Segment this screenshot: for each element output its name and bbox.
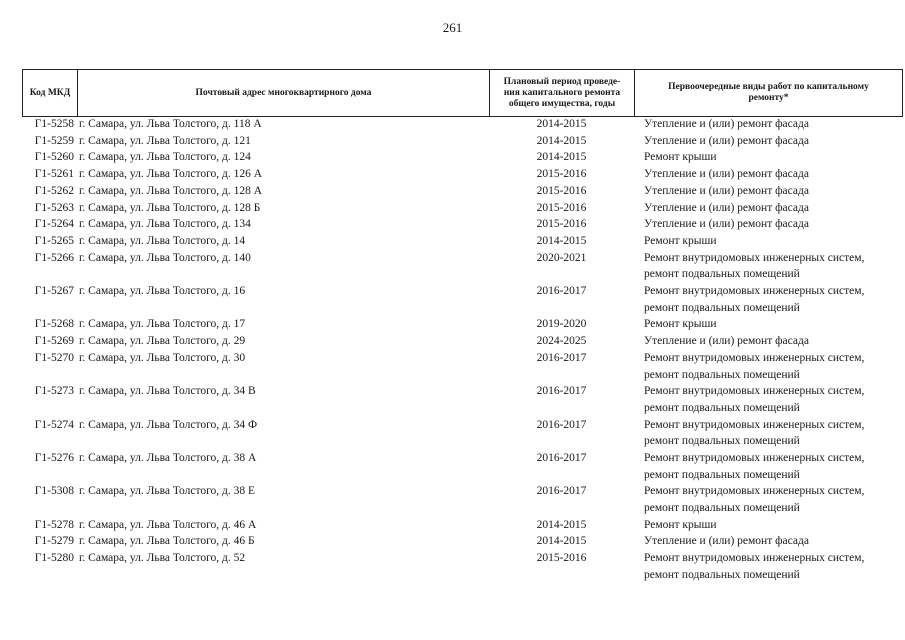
row-code: Г1-5263 — [34, 201, 74, 214]
row-works: Ремонт крыши — [644, 318, 717, 331]
row-address: г. Самара, ул. Льва Толстого, д. 124 — [79, 151, 251, 164]
row-period: 2014-2015 — [536, 234, 587, 247]
row-period: 2016-2017 — [536, 285, 587, 298]
row-address: г. Самара, ул. Льва Толстого, д. 121 — [79, 134, 251, 147]
row-works: Ремонт внутридомовых инженерных систем, ремонт подвальных помещений — [644, 451, 865, 481]
row-code: Г1-5308 — [34, 485, 74, 498]
table-row — [22, 483, 902, 516]
header-works: Первоочередные виды работ по капитальному ремонту* — [635, 70, 903, 117]
table-row — [22, 283, 902, 316]
row-code: Г1-5268 — [34, 318, 74, 331]
table-row — [22, 183, 902, 200]
row-period: 2014-2015 — [536, 134, 587, 147]
table-row — [22, 417, 902, 450]
row-works: Ремонт внутридомовых инженерных систем, ремонт подвальных помещений — [644, 285, 865, 314]
row-address: г. Самара, ул. Льва Толстого, д. 16 — [79, 285, 246, 298]
row-code: Г1-5258 — [34, 118, 74, 130]
header-period: Плановый период проведе- ния капитального ремонта общего имущества, годы — [490, 70, 635, 117]
table-row — [22, 350, 902, 383]
row-works: Утепление и (или) ремонт фасада — [644, 335, 809, 348]
row-address: г. Самара, ул. Льва Толстого, д. 29 — [79, 335, 246, 348]
row-period: 2016-2017 — [536, 485, 587, 498]
row-address: г. Самара, ул. Льва Толстого, д. 128 А — [79, 184, 263, 197]
table-header — [22, 69, 903, 117]
row-works: Ремонт внутридомовых инженерных систем, ремонт подвальных помещений — [644, 385, 865, 414]
row-period: 2014-2015 — [536, 535, 587, 548]
row-code: Г1-5265 — [34, 234, 74, 247]
row-code: Г1-5269 — [34, 335, 74, 348]
row-works: Ремонт внутридомовых инженерных систем, ремонт подвальных помещений — [644, 485, 865, 515]
table-row — [22, 517, 902, 534]
row-works: Ремонт крыши — [644, 151, 717, 164]
row-works: Утепление и (или) ремонт фасада — [644, 218, 809, 231]
row-code: Г1-5273 — [34, 385, 74, 398]
table-row — [22, 316, 902, 333]
table-row — [22, 133, 902, 150]
table-row — [22, 383, 902, 416]
row-code: Г1-5279 — [34, 535, 74, 548]
row-code: Г1-5276 — [34, 451, 74, 464]
table-row — [22, 533, 902, 550]
row-period: 2014-2015 — [536, 118, 587, 130]
row-address: г. Самара, ул. Льва Толстого, д. 34 В — [79, 385, 256, 398]
row-works: Утепление и (или) ремонт фасада — [644, 118, 809, 130]
row-period: 2016-2017 — [536, 351, 587, 364]
row-address: г. Самара, ул. Льва Толстого, д. 128 Б — [79, 201, 261, 214]
row-address: г. Самара, ул. Льва Толстого, д. 14 — [79, 234, 246, 247]
table-row — [22, 116, 902, 133]
header-address: Почтовый адрес многоквартирного дома — [78, 70, 490, 117]
row-works: Ремонт внутридомовых инженерных систем, ремонт подвальных помещений — [644, 552, 865, 581]
table-row — [22, 450, 902, 483]
row-address: г. Самара, ул. Льва Толстого, д. 46 А — [79, 518, 257, 531]
row-period: 2016-2017 — [536, 418, 587, 431]
row-period: 2015-2016 — [536, 218, 587, 231]
row-code: Г1-5260 — [34, 151, 74, 164]
row-works: Утепление и (или) ремонт фасада — [644, 535, 809, 548]
row-code: Г1-5274 — [34, 418, 74, 431]
row-code: Г1-5270 — [34, 351, 74, 364]
row-code: Г1-5261 — [34, 168, 74, 181]
table-row — [22, 333, 902, 350]
row-code: Г1-5262 — [34, 184, 74, 197]
row-code: Г1-5266 — [34, 251, 74, 264]
table-row — [22, 166, 902, 183]
row-address: г. Самара, ул. Льва Толстого, д. 118 А — [79, 118, 262, 130]
row-address: г. Самара, ул. Льва Толстого, д. 126 А — [79, 168, 263, 181]
row-code: Г1-5280 — [34, 552, 74, 565]
row-period: 2020-2021 — [536, 251, 587, 264]
row-period: 2014-2015 — [536, 518, 587, 531]
row-address: г. Самара, ул. Льва Толстого, д. 30 — [79, 351, 246, 364]
row-works: Ремонт крыши — [644, 518, 717, 531]
row-works: Ремонт внутридомовых инженерных систем, ремонт подвальных помещений — [644, 418, 865, 448]
table-row — [22, 149, 902, 166]
row-works: Ремонт внутридомовых инженерных систем, ремонт подвальных помещений — [644, 251, 865, 281]
row-address: г. Самара, ул. Льва Толстого, д. 17 — [79, 318, 246, 331]
table-row — [22, 550, 902, 583]
row-period: 2015-2016 — [536, 184, 587, 197]
row-works: Утепление и (или) ремонт фасада — [644, 168, 809, 181]
page-number: 261 — [442, 20, 463, 35]
row-period: 2014-2015 — [536, 151, 587, 164]
header-code: Код МКД — [23, 70, 78, 117]
row-works: Ремонт внутридомовых инженерных систем, ремонт подвальных помещений — [644, 351, 865, 381]
row-address: г. Самара, ул. Льва Толстого, д. 52 — [79, 552, 246, 565]
row-address: г. Самара, ул. Льва Толстого, д. 134 — [79, 218, 251, 231]
row-period: 2015-2016 — [536, 168, 587, 181]
table-row — [22, 216, 902, 233]
row-period: 2016-2017 — [536, 385, 587, 398]
row-code: Г1-5264 — [34, 218, 74, 231]
row-period: 2016-2017 — [536, 451, 587, 464]
row-works: Утепление и (или) ремонт фасада — [644, 134, 809, 147]
row-works: Утепление и (или) ремонт фасада — [644, 184, 809, 197]
row-address: г. Самара, ул. Льва Толстого, д. 38 Е — [79, 485, 256, 498]
row-works: Ремонт крыши — [644, 234, 717, 247]
table-row — [22, 233, 902, 250]
table-body — [22, 116, 902, 584]
row-address: г. Самара, ул. Льва Толстого, д. 34 Ф — [79, 418, 258, 431]
row-code: Г1-5259 — [34, 134, 74, 147]
row-period: 2019-2020 — [536, 318, 587, 331]
row-period: 2015-2016 — [536, 552, 587, 565]
row-address: г. Самара, ул. Льва Толстого, д. 38 А — [79, 451, 257, 464]
row-code: Г1-5278 — [34, 518, 74, 531]
table-row — [22, 200, 902, 217]
row-address: г. Самара, ул. Льва Толстого, д. 46 Б — [79, 535, 255, 548]
row-code: Г1-5267 — [34, 285, 74, 298]
row-address: г. Самара, ул. Льва Толстого, д. 140 — [79, 251, 251, 264]
row-period: 2024-2025 — [536, 335, 587, 348]
row-period: 2015-2016 — [536, 201, 587, 214]
table-row — [22, 250, 902, 283]
row-works: Утепление и (или) ремонт фасада — [644, 201, 809, 214]
